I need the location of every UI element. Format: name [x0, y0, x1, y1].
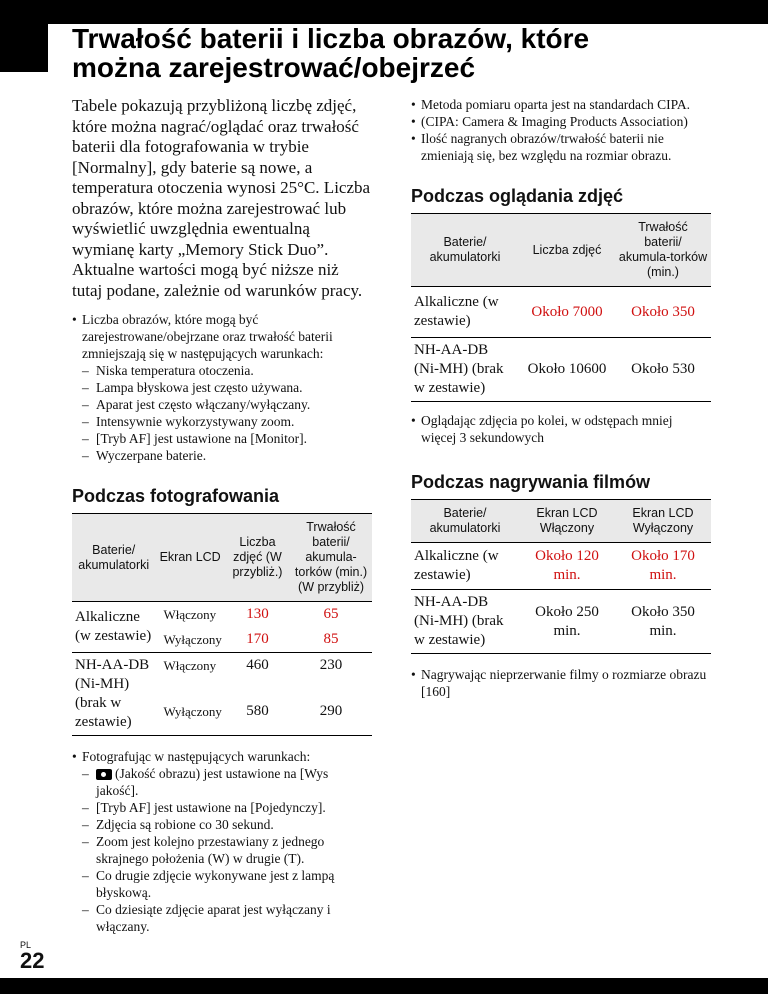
shooting-header-battery: Baterie/ akumulatorki — [72, 514, 155, 602]
shooting-alkaline-lcd-on: Włączony — [163, 607, 217, 622]
reduce-item: – [Tryb AF] jest ustawione na [Monitor]. — [82, 430, 372, 447]
shooting-alkaline-on-count: 130 — [246, 606, 269, 622]
shooting-nimh-name: NH-AA-DB (Ni-MH) (brak w zestawie) — [72, 653, 155, 736]
movie-heading: Podczas nagrywania filmów — [411, 472, 711, 500]
chapter-tab — [0, 0, 48, 72]
shooting-alkaline-off-minutes: 85 — [290, 627, 372, 653]
shooting-nimh-on-minutes: 230 — [319, 657, 343, 673]
viewing-table — [411, 214, 711, 402]
reduce-item: – Niska temperatura otoczenia. — [82, 362, 372, 379]
page-number-block — [20, 940, 44, 974]
intro-paragraph-1: Tabele pokazują przybliżoną liczbę zdjęć, które można nagrać/oglądać oraz trwałość baterii dla fotografowania w trybie [Normalny], gdy baterie są nowe, a temperatura otoczenia wynosi 25°C. Liczba obrazów, które można zarejestrować lub wyświetlić uwzględnia ewentualną wymianę karty „Memory Stick Duo”. — [72, 96, 371, 259]
movie-header-lcd-on: Ekran LCD Włączony — [519, 500, 615, 543]
viewing-alkaline-minutes: Około 350 — [615, 287, 711, 338]
shooting-cond-list — [82, 765, 372, 935]
reduce-item: – Wyczerpane baterie. — [82, 447, 372, 464]
reduce-item: – Lampa błyskowa jest często używana. — [82, 379, 372, 396]
movie-nimh-lcd-off: Około 350 min. — [615, 590, 711, 654]
bottom-bar — [0, 978, 768, 994]
shooting-cond-item: – Zdjęcia są robione co 30 sekund. — [82, 816, 372, 833]
shooting-alkaline-off-count: 170 — [225, 627, 290, 653]
shooting-cond-item: – (Jakość obrazu) jest ustawione na [Wys jakość]. — [82, 765, 372, 799]
shooting-cond-note: • Fotografując w następujących warunkach: – (Jakość obrazu) jest ustawione na [Wys jakość]. – [Tryb AF] jest ustawione na [Pojedynczy]. – Zdjęcia są robione co 30 sekund. – Zoom jest kolejno przestawiany z jednego skrajnego położenia (W) w drugie (T). – Co drugie zdjęcie wykonywane jest z lampą błyskową. – Co dziesiąte zdjęcie aparat jest wyłączany i włączany. — [72, 748, 372, 935]
viewing-header-minutes: Trwałość baterii/ akumula-torków (min.) — [615, 214, 711, 287]
size-note: • Ilość nagranych obrazów/trwałość baterii nie zmieniają się, bez względu na rozmiar obrazu. — [411, 130, 711, 164]
page-title — [72, 24, 732, 82]
movie-alkaline-name: Alkaliczne (w zestawie) — [411, 543, 519, 590]
reduce-item: – Intensywnie wykorzystywany zoom. — [82, 413, 372, 430]
shooting-cond-item: – Co drugie zdjęcie wykonywane jest z lampą błyskową. — [82, 867, 372, 901]
reduce-note: • Liczba obrazów, które mogą być zarejestrowane/obejrzane oraz trwałość baterii zmniejszają się w następujących warunkach: – Niska temperatura otoczenia. – Lampa błyskowa jest często używana. – Aparat jest często włączany/wyłączany. – Intensywnie wykorzystywany zoom. – [Tryb AF] jest ustawione na [Monitor]. – Wyczerpane baterie. — [72, 311, 372, 464]
shooting-header-lcd: Ekran LCD — [155, 514, 224, 602]
viewing-header-count: Liczba zdjęć — [519, 214, 615, 287]
page-title-line-1: Trwałość baterii i liczba obrazów, które — [72, 23, 590, 54]
cipa-note: • Metoda pomiaru oparta jest na standardach CIPA. — [411, 96, 711, 113]
page-title-line-2: można zarejestrować/obejrzeć — [72, 52, 476, 83]
viewing-heading: Podczas oglądania zdjęć — [411, 186, 711, 214]
shooting-conditions — [72, 748, 372, 935]
shooting-cond-item: – Co dziesiąte zdjęcie aparat jest wyłączany i włączany. — [82, 901, 372, 935]
viewing-alkaline-name: Alkaliczne (w zestawie) — [411, 287, 519, 338]
viewing-note: • Oglądając zdjęcia po kolei, w odstępach mniej więcej 3 sekundowych — [411, 412, 711, 446]
right-column — [411, 96, 711, 700]
movie-alkaline-lcd-on: Około 120 min. — [519, 543, 615, 590]
shooting-alkaline-lcd-off: Wyłączony — [155, 627, 224, 653]
shooting-nimh-lcd-off: Wyłączony — [155, 687, 224, 736]
movie-header-battery: Baterie/ akumulatorki — [411, 500, 519, 543]
viewing-nimh-count: Około 10600 — [519, 338, 615, 402]
shooting-nimh-off-count: 580 — [225, 687, 290, 736]
viewing-alkaline-count: Około 7000 — [519, 287, 615, 338]
shooting-alkaline-name: Alkaliczne (w zestawie) — [72, 602, 155, 653]
shooting-nimh-lcd-on: Włączony — [163, 658, 217, 673]
intro-text — [72, 96, 372, 301]
movie-nimh-lcd-on: Około 250 min. — [519, 590, 615, 654]
top-bar — [0, 0, 768, 24]
movie-note: • Nagrywając nieprzerwanie filmy o rozmiarze obrazu [160] — [411, 666, 711, 700]
movie-alkaline-lcd-off: Około 170 min. — [615, 543, 711, 590]
viewing-nimh-name: NH-AA-DB (Ni-MH) (brak w zestawie) — [411, 338, 519, 402]
shooting-table — [72, 514, 372, 736]
movie-nimh-name: NH-AA-DB (Ni-MH) (brak w zestawie) — [411, 590, 519, 654]
page-number: 22 — [20, 948, 45, 973]
shooting-nimh-on-count: 460 — [246, 657, 269, 673]
left-column — [72, 96, 372, 935]
reduce-item: – Aparat jest często włączany/wyłączany. — [82, 396, 372, 413]
viewing-nimh-minutes: Około 530 — [615, 338, 711, 402]
reduce-conditions — [72, 311, 372, 464]
image-quality-icon — [96, 769, 112, 780]
movie-table — [411, 500, 711, 654]
shooting-header-count: Liczba zdjęć (W przybliż.) — [225, 514, 290, 602]
page-language: PL — [20, 940, 32, 950]
viewing-header-battery: Baterie/ akumulatorki — [411, 214, 519, 287]
method-notes — [411, 96, 711, 164]
shooting-heading: Podczas fotografowania — [72, 486, 372, 514]
cipa-paren: • (CIPA: Camera & Imaging Products Association) — [411, 113, 711, 130]
reduce-list — [82, 362, 372, 464]
viewing-notes — [411, 412, 711, 446]
shooting-cond-item: – Zoom jest kolejno przestawiany z jednego skrajnego położenia (W) w drugie (T). — [82, 833, 372, 867]
shooting-header-minutes: Trwałość baterii/ akumula-torków (min.) (W przybliż) — [290, 514, 372, 602]
shooting-cond-item: – [Tryb AF] jest ustawione na [Pojedynczy]. — [82, 799, 372, 816]
shooting-nimh-off-minutes: 290 — [290, 687, 372, 736]
shooting-alkaline-on-minutes: 65 — [323, 606, 339, 622]
movie-notes — [411, 666, 711, 700]
movie-header-lcd-off: Ekran LCD Wyłączony — [615, 500, 711, 543]
intro-paragraph-2: Aktualne wartości mogą być niższe niż tutaj podane, zależnie od warunków pracy. — [72, 260, 363, 300]
